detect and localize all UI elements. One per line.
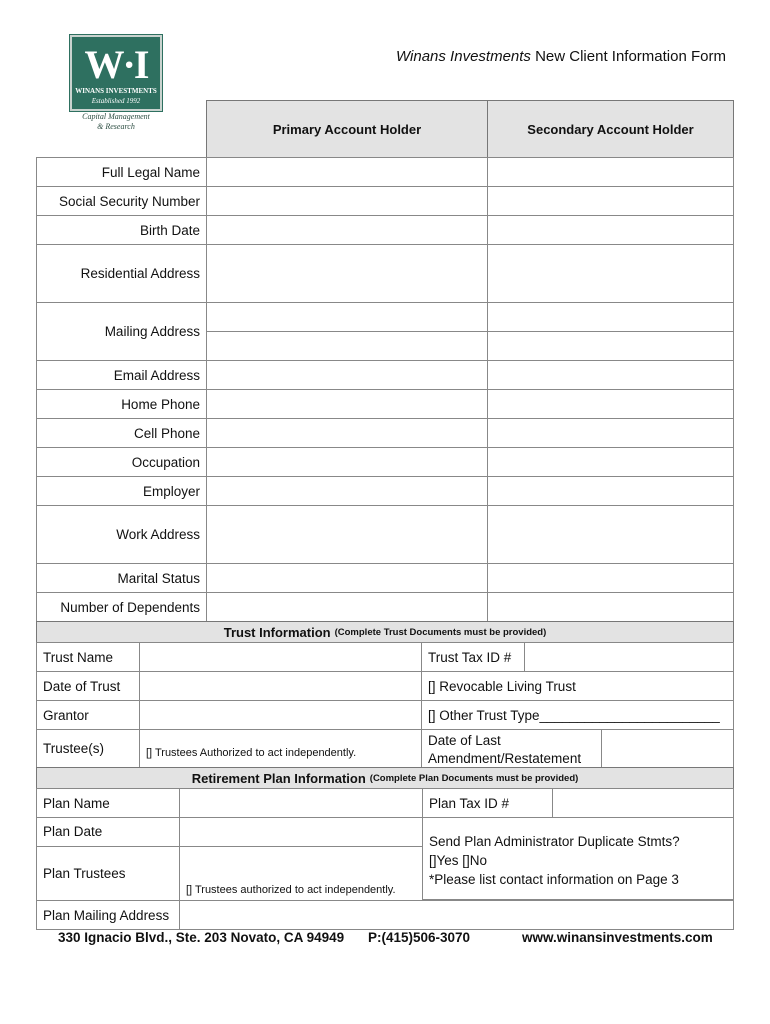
primary-mailing-address-line2[interactable] xyxy=(206,331,488,361)
secondary-residential-address-field[interactable] xyxy=(487,244,734,303)
secondary-occupation-field[interactable] xyxy=(487,447,734,477)
secondary-holder-header: Secondary Account Holder xyxy=(487,100,734,158)
contact-info-note: *Please list contact information on Page 3 xyxy=(429,872,679,887)
label-trust-name: Trust Name xyxy=(36,642,140,672)
label-date-of-trust: Date of Trust xyxy=(36,671,140,701)
primary-marital-status-field[interactable] xyxy=(206,563,488,593)
secondary-full-legal-name-field[interactable] xyxy=(487,157,734,187)
primary-occupation-field[interactable] xyxy=(206,447,488,477)
company-name: Winans Investments xyxy=(396,48,531,65)
footer-website[interactable]: www.winansinvestments.com xyxy=(522,930,713,945)
primary-full-legal-name-field[interactable] xyxy=(206,157,488,187)
primary-ssn-field[interactable] xyxy=(206,186,488,216)
label-work-address: Work Address xyxy=(36,505,207,564)
label-plan-trustees: Plan Trustees xyxy=(36,846,180,901)
secondary-work-address-field[interactable] xyxy=(487,505,734,564)
secondary-email-field[interactable] xyxy=(487,360,734,390)
duplicate-statements-question: Send Plan Administrator Duplicate Stmts? xyxy=(429,834,680,849)
plan-trustees-independent-checkbox[interactable]: [] Trustees authorized to act independently. xyxy=(186,884,396,896)
logo-established: Established 1992 xyxy=(91,97,141,105)
primary-birth-date-field[interactable] xyxy=(206,215,488,245)
date-of-trust-field[interactable] xyxy=(139,671,422,701)
label-trust-tax-id: Trust Tax ID # xyxy=(421,642,525,672)
logo-mark: W·I xyxy=(84,42,148,87)
trust-name-field[interactable] xyxy=(139,642,422,672)
label-full-legal-name: Full Legal Name xyxy=(36,157,207,187)
label-plan-tax-id: Plan Tax ID # xyxy=(422,788,553,818)
primary-employer-field[interactable] xyxy=(206,476,488,506)
primary-residential-address-field[interactable] xyxy=(206,244,488,303)
trust-section-heading: Trust Information (Complete Trust Documents must be provided) xyxy=(36,621,734,643)
duplicate-statements-block xyxy=(422,817,734,900)
label-home-phone: Home Phone xyxy=(36,389,207,419)
secondary-cell-phone-field[interactable] xyxy=(487,418,734,448)
company-logo xyxy=(70,35,162,111)
footer-address: 330 Ignacio Blvd., Ste. 203 Novato, CA 94949 xyxy=(58,930,345,945)
secondary-home-phone-field[interactable] xyxy=(487,389,734,419)
plan-mailing-address-field[interactable] xyxy=(179,900,734,930)
footer-phone: P:(415)506-3070 xyxy=(368,930,471,945)
form-name: New Client Information Form xyxy=(535,48,726,65)
logo-company: WINANS INVESTMENTS xyxy=(75,87,157,95)
label-mailing-address: Mailing Address xyxy=(36,302,207,361)
secondary-dependents-field[interactable] xyxy=(487,592,734,622)
secondary-marital-status-field[interactable] xyxy=(487,563,734,593)
logo-tagline: Capital Management & Research xyxy=(82,112,150,131)
label-dependents: Number of Dependents xyxy=(36,592,207,622)
plan-date-field[interactable] xyxy=(179,817,423,847)
grantor-field[interactable] xyxy=(139,700,422,730)
plan-name-field[interactable] xyxy=(179,788,423,818)
plan-trustees-field[interactable] xyxy=(179,846,423,901)
secondary-birth-date-field[interactable] xyxy=(487,215,734,245)
revocable-living-trust-checkbox[interactable]: [] Revocable Living Trust xyxy=(421,671,734,701)
label-plan-name: Plan Name xyxy=(36,788,180,818)
label-trustees: Trustee(s) xyxy=(36,729,140,768)
label-plan-mailing-address: Plan Mailing Address xyxy=(36,900,180,930)
plan-tax-id-field[interactable] xyxy=(552,788,734,818)
label-cell-phone: Cell Phone xyxy=(36,418,207,448)
secondary-mailing-address-line1[interactable] xyxy=(487,302,734,332)
primary-mailing-address-line1[interactable] xyxy=(206,302,488,332)
last-amendment-field[interactable] xyxy=(601,729,734,768)
label-ssn: Social Security Number xyxy=(36,186,207,216)
label-plan-date: Plan Date xyxy=(36,817,180,847)
form-title xyxy=(330,48,726,65)
trustees-field[interactable] xyxy=(139,729,422,768)
secondary-ssn-field[interactable] xyxy=(487,186,734,216)
primary-work-address-field[interactable] xyxy=(206,505,488,564)
label-birth-date: Birth Date xyxy=(36,215,207,245)
trust-heading-note: (Complete Trust Documents must be provided) xyxy=(334,626,547,638)
primary-dependents-field[interactable] xyxy=(206,592,488,622)
retirement-heading-note: (Complete Plan Documents must be provided) xyxy=(369,772,579,784)
label-employer: Employer xyxy=(36,476,207,506)
primary-home-phone-field[interactable] xyxy=(206,389,488,419)
label-email: Email Address xyxy=(36,360,207,390)
retirement-section-heading: Retirement Plan Information (Complete Plan Documents must be provided) xyxy=(36,767,734,789)
label-last-amendment: Date of Last Amendment/Restatement xyxy=(421,729,602,768)
label-grantor: Grantor xyxy=(36,700,140,730)
secondary-employer-field[interactable] xyxy=(487,476,734,506)
other-trust-type-checkbox[interactable]: [] Other Trust Type________________________ xyxy=(421,700,734,730)
trust-tax-id-field[interactable] xyxy=(524,642,734,672)
label-marital-status: Marital Status xyxy=(36,563,207,593)
secondary-mailing-address-line2[interactable] xyxy=(487,331,734,361)
label-residential-address: Residential Address xyxy=(36,244,207,303)
duplicate-yes-no-checkboxes[interactable]: []Yes []No xyxy=(429,853,488,868)
primary-email-field[interactable] xyxy=(206,360,488,390)
trustees-independent-checkbox[interactable]: [] Trustees Authorized to act independently. xyxy=(146,747,357,759)
label-occupation: Occupation xyxy=(36,447,207,477)
primary-holder-header: Primary Account Holder xyxy=(206,100,488,158)
primary-cell-phone-field[interactable] xyxy=(206,418,488,448)
